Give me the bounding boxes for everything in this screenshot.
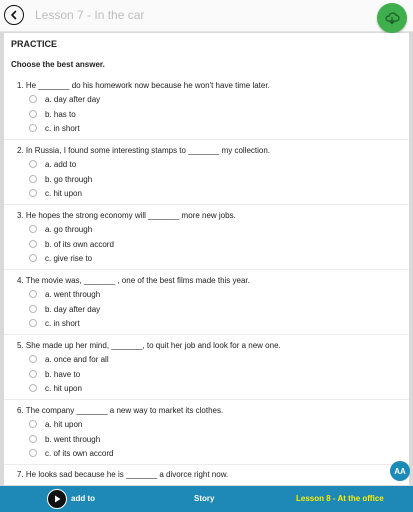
radio-button[interactable] [29, 189, 37, 197]
play-audio-button[interactable] [47, 489, 67, 509]
radio-button[interactable] [29, 225, 37, 233]
radio-button[interactable] [29, 319, 37, 327]
option-b[interactable] [29, 304, 189, 316]
radio-button[interactable] [29, 254, 37, 262]
option-c[interactable] [29, 123, 189, 135]
divider [4, 139, 409, 140]
question-3 [4, 211, 409, 273]
option-b[interactable] [29, 109, 189, 121]
option-label: b. went through [45, 435, 101, 444]
radio-button[interactable] [29, 370, 37, 378]
radio-button[interactable] [29, 355, 37, 363]
question-text: 7. He looks sad because he is _______ a divorce right now. [17, 470, 229, 479]
option-label: a. went through [45, 290, 101, 299]
radio-button[interactable] [29, 305, 37, 313]
divider [4, 204, 409, 205]
question-6 [4, 406, 409, 468]
radio-button[interactable] [29, 290, 37, 298]
cloud-button[interactable] [377, 3, 407, 33]
option-b[interactable] [29, 174, 189, 186]
radio-button[interactable] [29, 449, 37, 457]
question-1 [4, 81, 409, 143]
question-text: 3. He hopes the strong economy will _______ more new jobs. [17, 211, 236, 220]
option-c[interactable] [29, 188, 189, 200]
option-label: b. of its own accord [45, 240, 114, 249]
divider [4, 399, 409, 400]
back-arrow-icon [9, 10, 19, 20]
question-text: 5. She made up her mind, _______, to quit her job and look for a new one. [17, 341, 281, 350]
radio-button[interactable] [29, 160, 37, 168]
option-label: a. go through [45, 225, 93, 234]
option-a[interactable] [29, 419, 189, 431]
next-lesson-button[interactable]: Lesson 8 - At the office [296, 494, 384, 503]
instruction-text: Choose the best answer. [11, 60, 105, 69]
option-label: c. hit upon [45, 384, 82, 393]
option-label: c. hit upon [45, 189, 82, 198]
practice-panel [4, 33, 409, 485]
radio-button[interactable] [29, 95, 37, 103]
option-label: c. of its own accord [45, 449, 114, 458]
radio-button[interactable] [29, 435, 37, 443]
option-a[interactable] [29, 289, 189, 301]
option-label: a. hit upon [45, 420, 83, 429]
option-c[interactable] [29, 253, 189, 265]
font-size-button[interactable]: AA [390, 461, 410, 481]
option-b[interactable] [29, 369, 189, 381]
question-2 [4, 146, 409, 208]
option-a[interactable] [29, 224, 189, 236]
radio-button[interactable] [29, 420, 37, 428]
divider [4, 464, 409, 465]
divider [4, 334, 409, 335]
question-text: 2. In Russia, I found some interesting stamps to _______ my collection. [17, 146, 271, 155]
radio-button[interactable] [29, 175, 37, 183]
top-bar [0, 0, 413, 32]
option-label: c. in short [45, 124, 80, 133]
option-label: a. day after day [45, 95, 101, 104]
section-title: PRACTICE [11, 39, 58, 49]
radio-button[interactable] [29, 384, 37, 392]
option-label: b. go through [45, 175, 93, 184]
question-7 [4, 470, 409, 485]
question-text: 6. The company _______ a new way to market its clothes. [17, 406, 224, 415]
option-label: b. day after day [45, 305, 101, 314]
question-text: 1. He _______ do his homework now because he won't have time later. [17, 81, 270, 90]
play-icon [52, 494, 62, 504]
divider [4, 269, 409, 270]
option-a[interactable] [29, 159, 189, 171]
option-b[interactable] [29, 434, 189, 446]
option-c[interactable] [29, 383, 189, 395]
bottom-bar [0, 486, 413, 512]
option-label: a. once and for all [45, 355, 109, 364]
option-label: a. add to [45, 160, 77, 169]
option-c[interactable] [29, 448, 189, 460]
radio-button[interactable] [29, 124, 37, 132]
radio-button[interactable] [29, 110, 37, 118]
question-5 [4, 341, 409, 403]
question-text: 4. The movie was, _______ , one of the best films made this year. [17, 276, 250, 285]
page-title: Lesson 7 - In the car [35, 8, 145, 22]
cloud-icon [384, 11, 400, 25]
question-4 [4, 276, 409, 338]
option-label: c. in short [45, 319, 80, 328]
option-label: b. has to [45, 110, 76, 119]
option-a[interactable] [29, 94, 189, 106]
back-button[interactable] [4, 5, 24, 25]
option-b[interactable] [29, 239, 189, 251]
option-label: b. have to [45, 370, 81, 379]
option-c[interactable] [29, 318, 189, 330]
option-label: c. give rise to [45, 254, 93, 263]
add-to-button[interactable]: add to [71, 494, 95, 503]
story-button[interactable]: Story [194, 494, 215, 503]
radio-button[interactable] [29, 240, 37, 248]
option-a[interactable] [29, 354, 189, 366]
